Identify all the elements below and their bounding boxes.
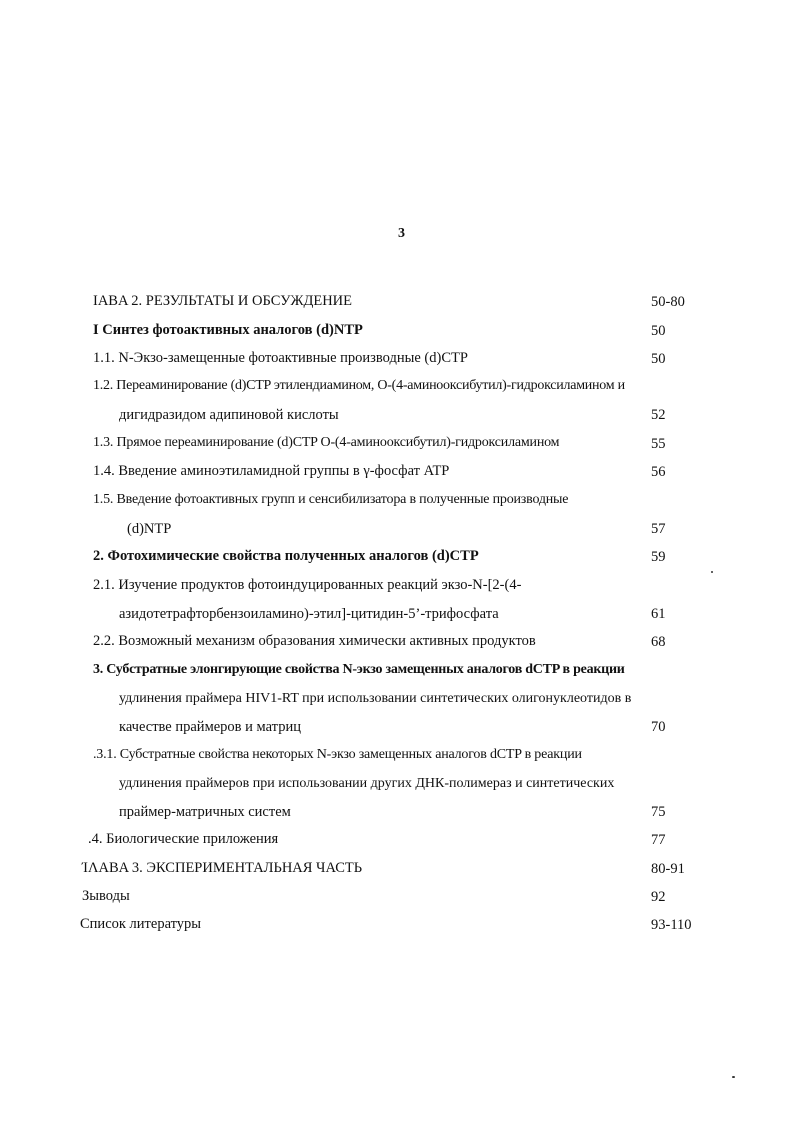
- toc-entry-title: 3. Субстратные элонгирующие свойства N-экзо замещенных аналогов dCTP в реакции: [93, 662, 625, 677]
- toc-entry-title: 1.1. N-Экзо-замещенные фотоактивные производные (d)CTP: [93, 350, 468, 366]
- toc-entry-continuation: праймер-матричных систем: [119, 804, 291, 820]
- toc-entry-page: 50: [651, 323, 666, 339]
- toc-entry-title: .3.1. Субстратные свойства некоторых N-экзо замещенных аналогов dCTP в реакции: [93, 747, 582, 762]
- toc-entry-page: 50: [651, 351, 666, 367]
- toc-entry-continuation: (d)NTP: [127, 521, 172, 537]
- toc-entry-title: 1.5. Введение фотоактивных групп и сенсибилизатора в полученные производные: [93, 492, 569, 507]
- toc-entry-page: 70: [651, 719, 666, 735]
- toc-entry-page: 68: [651, 634, 666, 650]
- toc-entry-page: 93-110: [651, 917, 692, 933]
- toc-entry-page: 77: [651, 832, 666, 848]
- toc-entry-title: Зыводы: [82, 888, 130, 904]
- toc-entry-page: 52: [651, 407, 666, 423]
- toc-entry-continuation: азидотетрафторбензоиламино)-этил]-цитидин-5’-трифосфата: [119, 606, 499, 622]
- toc-entry-page: 61: [651, 606, 666, 622]
- toc-entry-page: 80-91: [651, 861, 685, 877]
- toc-entry-title: .4. Биологические приложения: [88, 831, 279, 847]
- toc-entry-title: Ι Синтез фотоактивных аналогов (d)NTP: [93, 322, 363, 338]
- toc-entry-continuation: качестве праймеров и матриц: [119, 719, 301, 735]
- toc-entry-title: 1.3. Прямое переаминирование (d)CTP O-(4-аминооксибутил)-гидроксиламином: [93, 435, 560, 450]
- toc-entry-continuation: удлинения праймеров при использовании других ДНК-полимераз и синтетических: [119, 776, 615, 791]
- toc-entry-continuation: удлинения праймера HIV1-RT при использовании синтетических олигонуклеотидов в: [119, 691, 632, 706]
- toc-entry-continuation: дигидразидом адипиновой кислоты: [119, 407, 339, 423]
- toc-entry-title: 2.1. Изучение продуктов фотоиндуцированных реакций экзо-N-[2-(4-: [93, 577, 522, 593]
- scan-speck: [732, 1076, 735, 1078]
- toc-entry-page: 57: [651, 521, 666, 537]
- toc-entry-page: 56: [651, 464, 666, 480]
- toc-entry-page: 92: [651, 889, 666, 905]
- toc-entry-page: 59: [651, 549, 666, 565]
- toc-entry-title: 2.2. Возможный механизм образования химически активных продуктов: [93, 633, 536, 649]
- toc-entry-title: 1.4. Введение аминоэтиламидной группы в γ-фосфат ATP: [93, 463, 450, 479]
- toc-entry-title: 2. Фотохимические свойства полученных аналогов (d)CTP: [93, 548, 479, 564]
- toc-entry-page: 50-80: [651, 294, 685, 310]
- toc-entry-title: Список литературы: [80, 916, 202, 932]
- toc-entry-title: 1.2. Переаминирование (d)CTP этилендиамином, O-(4-аминооксибутил)-гидроксиламином и: [93, 378, 625, 393]
- toc-entry-page: 75: [651, 804, 666, 820]
- page-number: 3: [398, 226, 405, 241]
- toc-entry-title: ΙΑΒΑ 2. РЕЗУЛЬТАТЫ И ОБСУЖДЕНИЕ: [93, 293, 353, 309]
- toc-entry-title: ΊΛΑΒΑ 3. ЭКСПЕРИМЕНТАЛЬНАЯ ЧАСТЬ: [82, 860, 363, 876]
- toc-entry-page: 55: [651, 436, 666, 452]
- scan-speck: [711, 571, 713, 573]
